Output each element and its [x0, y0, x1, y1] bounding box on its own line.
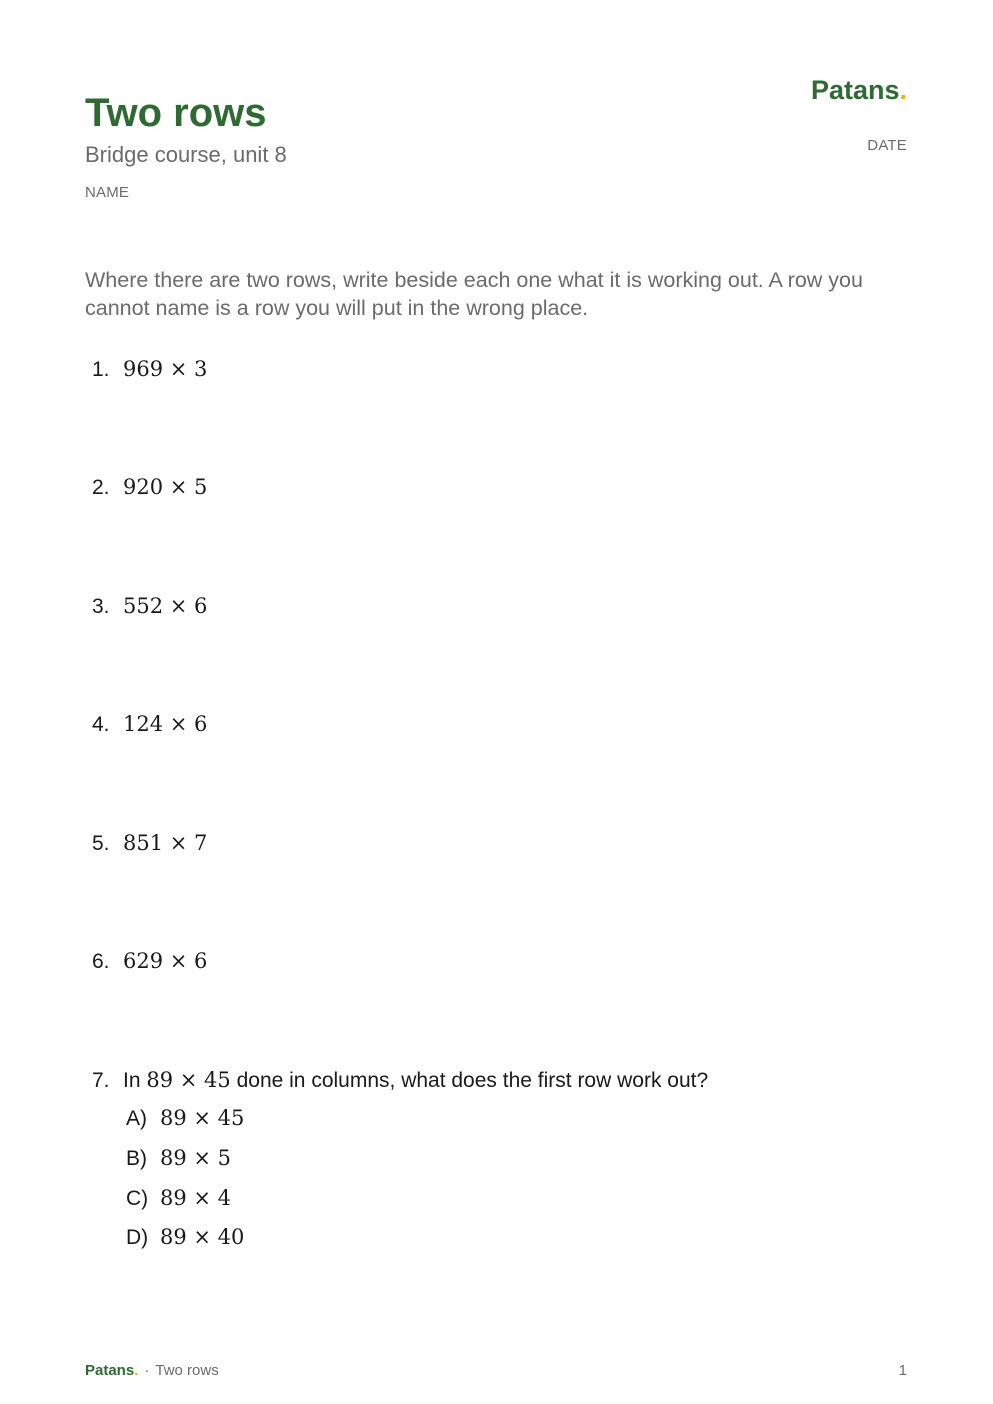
question-2: [92, 474, 207, 501]
option-letter: D): [126, 1226, 149, 1249]
question-number: 5.: [92, 832, 110, 855]
footer-separator: ·: [144, 1362, 150, 1379]
brand-logo: [811, 74, 907, 106]
question-number: 7.: [92, 1069, 110, 1092]
option-d[interactable]: [126, 1224, 244, 1251]
option-letter: C): [126, 1187, 149, 1210]
question-expression: 969 × 3: [123, 357, 208, 381]
option-expression: 89 × 4: [160, 1186, 232, 1210]
footer-brand-dot: .: [134, 1362, 139, 1379]
option-expression: 89 × 5: [160, 1146, 232, 1170]
question-4: [92, 711, 207, 738]
question-number: 1.: [92, 358, 110, 381]
option-a[interactable]: [126, 1105, 244, 1132]
footer-brand-name: Patans: [85, 1362, 135, 1379]
question-number: 6.: [92, 950, 110, 973]
worksheet-title: Two rows: [85, 91, 267, 135]
question-number: 3.: [92, 595, 110, 618]
question-6: [92, 948, 207, 975]
question-expression: 851 × 7: [123, 831, 208, 855]
instructions-text: Where there are two rows, write beside each one what it is working out. A row you cannot name is a row you will put in the wrong place.: [85, 268, 863, 320]
question-expression: 89 × 45: [146, 1068, 231, 1092]
brand-name: Patans: [810, 75, 900, 105]
question-expression: 920 × 5: [123, 475, 208, 499]
question-3: [92, 593, 207, 620]
option-c[interactable]: [126, 1185, 231, 1212]
option-letter: B): [126, 1147, 147, 1170]
worksheet-subtitle: Bridge course, unit 8: [85, 142, 287, 167]
option-expression: 89 × 45: [160, 1106, 245, 1130]
question-expression: 124 × 6: [123, 712, 208, 736]
question-5: [92, 830, 207, 857]
question-prefix: In: [123, 1069, 141, 1092]
question-expression: 629 × 6: [123, 949, 208, 973]
page-number: 1: [898, 1362, 907, 1379]
question-1: [92, 356, 207, 383]
question-7: [92, 1067, 708, 1094]
name-field-label: NAME: [85, 184, 130, 201]
date-field-label: DATE: [867, 137, 907, 154]
option-expression: 89 × 40: [160, 1225, 245, 1249]
footer-title: Two rows: [155, 1362, 219, 1379]
question-text: done in columns, what does the first row work out?: [236, 1069, 709, 1092]
question-number: 4.: [92, 713, 110, 736]
option-b[interactable]: [126, 1145, 231, 1172]
question-expression: 552 × 6: [123, 594, 208, 618]
page-footer: [85, 1362, 219, 1379]
brand-dot: .: [899, 75, 907, 105]
question-number: 2.: [92, 476, 110, 499]
option-letter: A): [126, 1107, 147, 1130]
footer-brand: [85, 1362, 138, 1379]
